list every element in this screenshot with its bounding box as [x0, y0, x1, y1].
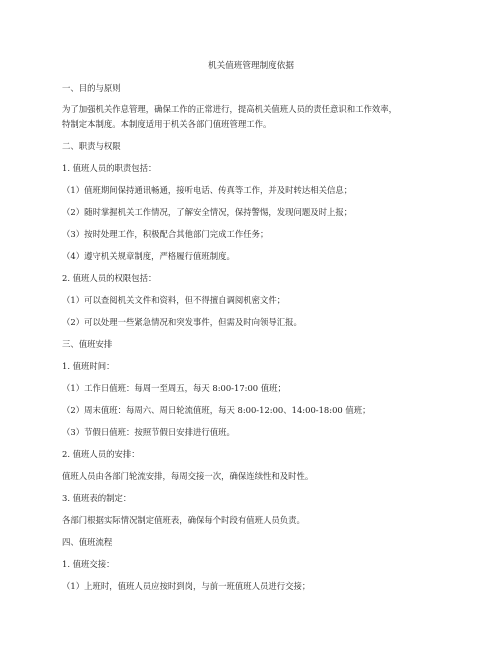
list-item: （2）可以处理一些紧急情况和突发事件，但需及时向领导汇报。 — [62, 317, 302, 327]
list-item: （4）遵守机关规章制度，严格履行值班制度。 — [62, 251, 235, 261]
list-item: （2）周末值班：每周六、周日轮流值班，每天 8:00-12:00、14:00-18:00 值班； — [62, 405, 371, 415]
list-item: （2）随时掌握机关工作情况，了解安全情况，保持警惕，发现问题及时上报； — [62, 207, 353, 217]
list-item: （1）值班期间保持通讯畅通，接听电话、传真等工作，并及时转达相关信息； — [62, 185, 353, 195]
list-item: （3）节假日值班：按照节假日安排进行值班。 — [62, 427, 235, 437]
paragraph-line: 各部门根据实际情况制定值班表，确保每个时段有值班人员负责。 — [62, 515, 305, 525]
subheading-arrangement: 2. 值班人员的安排： — [62, 449, 140, 459]
subheading-roster: 3. 值班表的制定： — [62, 493, 132, 503]
section-heading-purpose: 一、目的与原则 — [62, 83, 121, 93]
subheading-authority: 2. 值班人员的权限包括： — [62, 273, 157, 283]
section-heading-schedule: 三、值班安排 — [62, 339, 113, 349]
list-item: （1）上班时，值班人员应按时到岗，与前一班值班人员进行交接； — [62, 581, 311, 591]
document-title: 机关值班管理制度依据 — [208, 61, 294, 71]
section-heading-process: 四、值班流程 — [62, 537, 113, 547]
list-item: （3）按时处理工作，积极配合其他部门完成工作任务； — [62, 229, 269, 239]
paragraph-line: 特制定本制度。本制度适用于机关各部门值班管理工作。 — [62, 119, 272, 129]
paragraph-line: 值班人员由各部门轮流安排，每周交接一次，确保连续性和及时性。 — [62, 471, 314, 481]
subheading-hours: 1. 值班时间： — [62, 361, 115, 371]
paragraph-line: 为了加强机关作息管理，确保工作的正常进行，提高机关值班人员的责任意识和工作效率， — [62, 104, 397, 114]
list-item: （1）可以查阅机关文件和资料，但不得擅自调阅机密文件； — [62, 295, 286, 305]
list-item: （1）工作日值班：每周一至周五，每天 8:00-17:00 值班； — [62, 383, 286, 393]
subheading-duties: 1. 值班人员的职责包括： — [62, 163, 157, 173]
section-heading-duties: 二、职责与权限 — [62, 141, 121, 151]
subheading-handover: 1. 值班交接： — [62, 559, 115, 569]
